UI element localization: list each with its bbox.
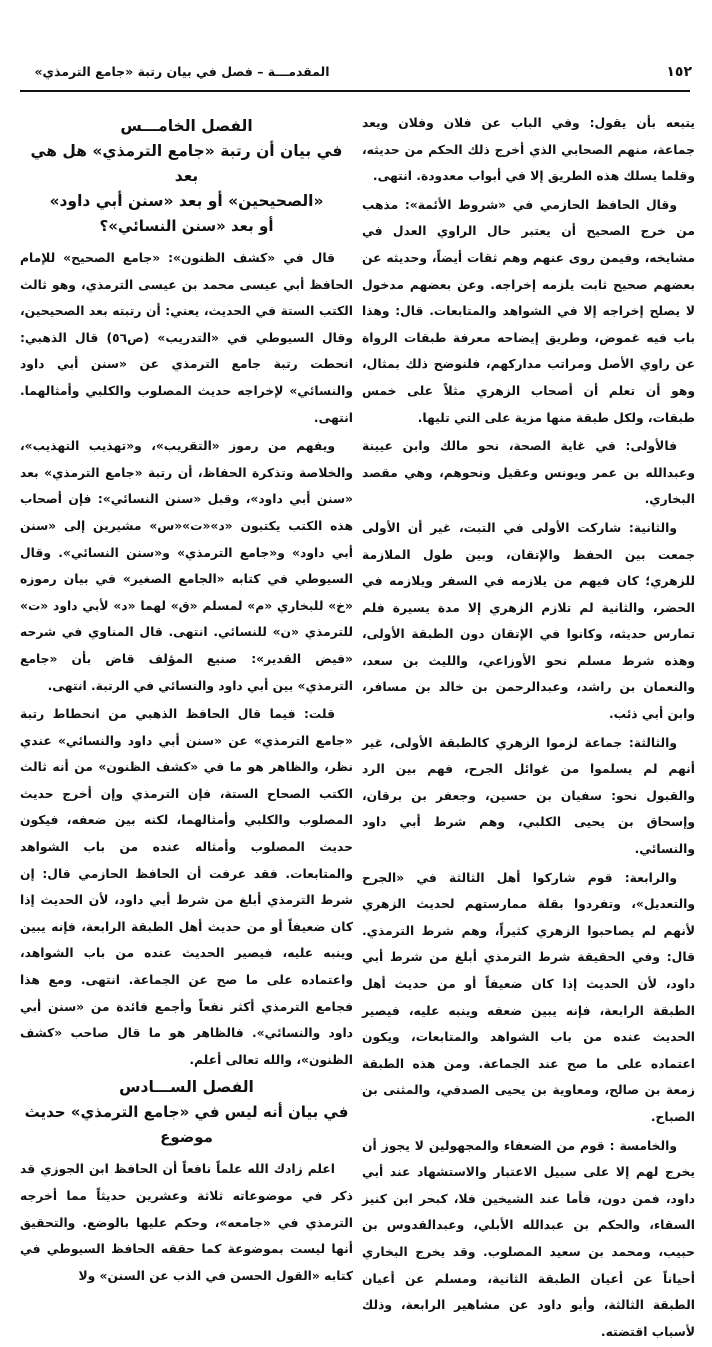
paragraph: والخامسة : قوم من الضعفاء والمجهولين لا يجوز أن يخرج لهم إلا على سبيل الاعتبار والاستشهاد عند أبي داود، فمن دون، فأما عند الشيخين فلا، كبحر ابن كنيز السقاء، والحكم بن عبدالله الأبلي، وعبدالقدوس بن حبيب، ومحمد بن سعيد المصلوب. وقد يخرج البخاري أحياناً عن أعيان الطبقة الثانية، ومسلم عن أعيان الطبقة الثالثة، وأبو داود عن مشاهير الرابعة، وذلك لأسباب اقتضته. [362,1138,695,1339]
chapter-5-subtitle-line: أو بعد «سنن النسائي»؟ [99,217,274,235]
chapter-5-subtitle-line: في بيان أن رتبة «جامع الترمذي» هل هي بعد [30,142,343,185]
paragraph: ويفهم من رموز «التقريب»، و«تهذيب التهذيب»، والخلاصة وتذكرة الحفاظ، أن رتبة «جامع الترمذي» بعد «سنن أبي داود»، وقبل «سنن النسائي»: فإن أصحاب هذه الكتب يكتبون «د»«ت»«س» مشيرين إلى «سنن أبي داود» و«جامع الترمذي» و«سنن النسائي». وقال السيوطي في كتابه «الجامع الصغير» في بيان رموزه «خ» للبخاري «م» لمسلم «ق» لهما «د» لأبي داود «ت» للترمذي «ن» للنسائي. انتهى. قال المناوي في شرحه «فيض القدير»: صنيع المؤلف قاض بأن «جامع الترمذي» بين أبي داود والنسائي في الرتبة. انتهى. [20,439,353,693]
paragraph: فالأولى: في غاية الصحة، نحو مالك وابن عيينة وعبدالله بن عمر ويونس وعقيل ونحوهم، وهي مقصد البخاري. [362,439,695,507]
running-title: المقدمـــة – فصل في بيان رتبة «جامع الترمذي» [34,64,330,79]
chapter-6-subtitle: في بيان أنه ليس في «جامع الترمذي» حديث موضوع [24,1103,349,1147]
paragraph: والثالثة: جماعة لزموا الزهري كالطبقة الأولى، غير أنهم لم يسلموا من غوائل الجرح، فهم بين الرد والقبول نحو: سفيان بن حسين، وجعفر بن برقان، وإسحاق بن يحيى الكلبي، وهم شرط أبي داود والنسائي. [362,735,695,857]
page-number: ١٥٢ [666,64,692,80]
left-column [20,110,353,1291]
paragraph: يتبعه بأن يقول: وفي الباب عن فلان وفلان ويعد جماعة، منهم الصحابي الذي أخرج ذلك الحكم من حديثه، وقلما يسلك هذه الطريق إلا في أبواب معدودة. انتهى. [362,116,695,184]
paragraph: قلت: فيما قال الحافظ الذهبي من انحطاط رتبة «جامع الترمذي» عن «سنن أبي داود والنسائي» عندي نظر، والظاهر هو ما في «كشف الظنون» من أنه ثالث الكتب الصحاح الستة، فإن الترمذي وإن أخرج حديث المصلوب والكلبي وأمثالهما، لكنه بين ضعفه، فيكون حديث المصلوب وأمثاله عنده من باب الشواهد والمتابعات. فقد عرفت أن الحافظ الحازمي قال: إن شرط الترمذي أبلغ من شرط أبي داود، لأن الحديث إذا كان ضعيفاً أو من حديث أهل الطبقة الرابعة، فإنه يبين وينبه عليه، فيصير الحديث عنده من باب الشواهد، واعتماده على ما صح عن الجماعة. انتهى. ومع هذا فجامع الترمذي أكثر نفعاً وأجمع فائدة من «سنن أبي داود والنسائي». فالظاهر هو ما قال صاحب «كشف الظنون»، والله تعالى أعلم. [20,707,353,1067]
paragraph: وقال الحافظ الحازمي في «شروط الأئمة»: مذهب من خرج الصحيح أن يعتبر حال الراوي العدل في مشايخه، وفيمن روى عنهم وهم ثقات أيضاً، وحديثه عن بعضهم صحيح ثابت يلزمه إخراجه. وعن بعضهم مدخول لا يصلح إخراجه إلا في الشواهد والمتابعات. قال: وهذا باب فيه غموض، وطريق إيضاحه معرفة طبقات الرواة عن راوي الأصل ومراتب مداركهم، فلنوضح ذلك بمثال، وهو أن تعلم أن أصحاب الزهري مثلاً على خمس طبقات، ولكل طبقة منها مزية على التي تليها. [362,197,695,425]
running-header [20,64,692,84]
chapter-5-heading: الفصل الخامـــس [120,117,253,135]
paragraph: اعلم زادك الله علماً نافعاً أن الحافظ ابن الجوزي قد ذكر في موضوعاته ثلاثة وعشرين حديثاً مما أخرجه الترمذي في «جامعه»، وحكم عليها بالوضع. والتحقيق أنها ليست بموضوعة كما حققه الحافظ السيوطي في كتابه «القول الحسن في الذب عن السنن» ولا [20,1162,353,1283]
header-rule [20,90,690,92]
paragraph: والثانية: شاركت الأولى في التبت، غير أن الأولى جمعت بين الحفظ والإتقان، وبين طول الملازمة للزهري؛ كان فيهم من يلازمه في السفر ويلازمه في الحضر، والثانية لم تلازم الزهري إلا مدة يسيرة فلم تمارس حديثه، وكانوا في الإتقان دون الطبقة الأولى، وهذه شرط مسلم نحو الأوزاعي، والليث بن سعد، والنعمان بن راشد، وعبدالرحمن بن خالد بن مسافر، وابن أبي ذئب. [362,520,695,722]
right-column [362,110,695,1347]
paragraph: والرابعة: قوم شاركوا أهل الثالثة في «الجرح والتعديل»، وتفردوا بقلة ممارستهم لحديث الزهري لأنهم لم يصاحبوا الزهري كثيراً، وهم شرط الترمذي. قال: وفي الحقيقة شرط الترمذي أبلغ من شرط أبي داود، لأن الحديث إذا كان ضعيفاً أو من حديث أهل الطبقة الرابعة، فإنه يبين ضعفه وينبه عليه، فيصير الحديث عنده من باب الشواهد والمتابعات، ويكون اعتماده على ما صح عند الجماعة. ومن هذه الطبقة زمعة بن صالح، ومعاوية بن يحيى الصدفي، والمثنى بن الصباح. [362,870,695,1124]
chapter-6-heading: الفصل الســـادس [119,1078,254,1097]
chapter-5-subtitle-line: «الصحيحين» أو بعد «سنن أبي داود» [49,192,324,210]
paragraph: قال في «كشف الظنون»: «جامع الصحيح» للإمام الحافظ أبي عيسى محمد بن عيسى الترمذي، وهو ثالث الكتب الستة في الحديث، يعني: أن رتبته بعد الصحيحين، وقال السيوطي في «التدريب» (ص٥٦) قال الذهبي: انحطت رتبة جامع الترمذي عن «سنن أبي داود والنسائي» لإخراجه حديث المصلوب والكلبي وأمثالهما. انتهى. [20,251,353,425]
